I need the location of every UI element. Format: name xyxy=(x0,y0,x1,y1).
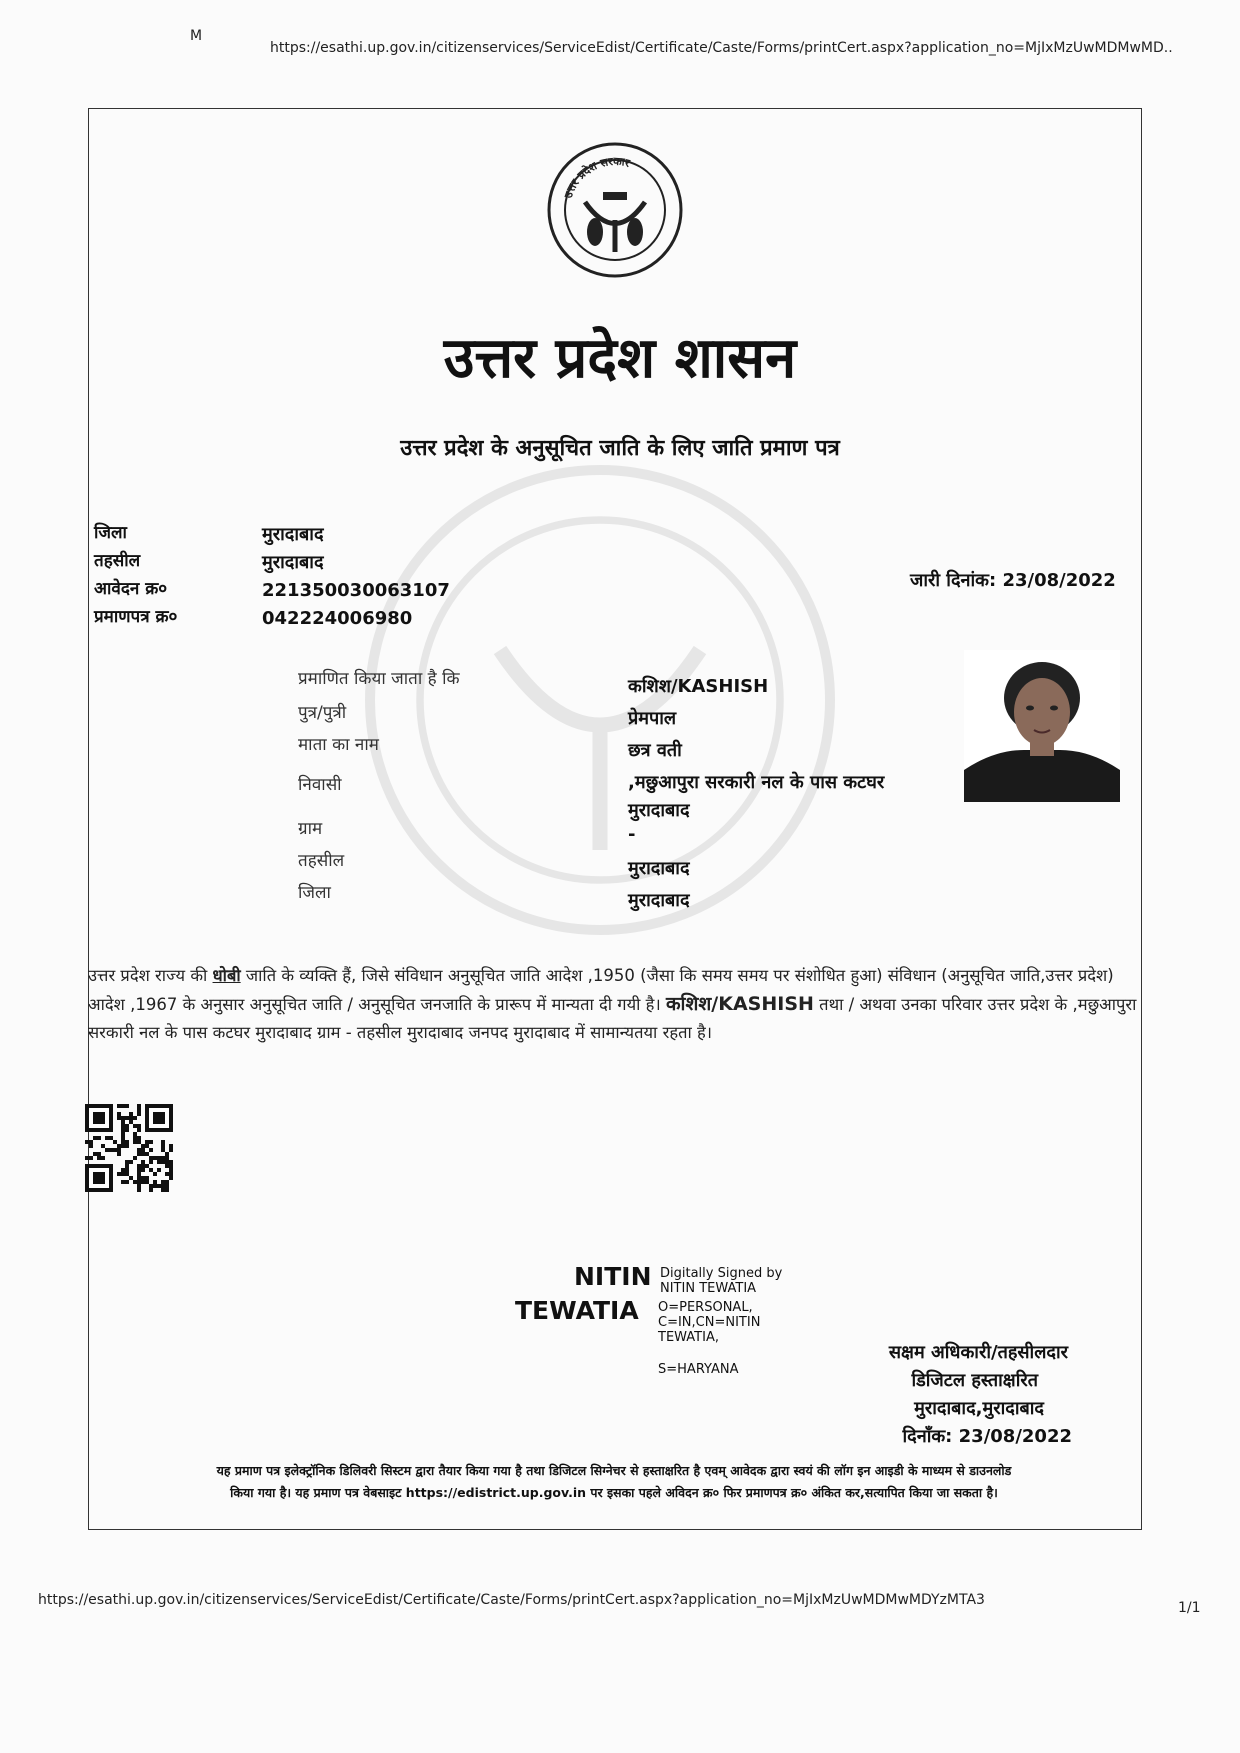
sig-line3: O=PERSONAL, xyxy=(658,1300,753,1315)
emblem-text: उत्तर प्रदेश सरकार xyxy=(561,154,632,200)
page-count: 1/1 xyxy=(1178,1600,1201,1616)
certification-paragraph xyxy=(88,962,1148,1047)
tab-fragment: M xyxy=(190,28,203,44)
page-title: उत्तर प्रदेश शासन xyxy=(443,325,797,391)
watermark-emblem xyxy=(350,450,850,950)
resident-value-line2: मुरादाबाद xyxy=(628,800,690,821)
signer-first-name: NITIN xyxy=(574,1262,652,1291)
para-part2: जाति के व्यक्ति हैं, जिसे संविधान अनुसूचित जाति आदेश ,1950 (जैसा कि समय समय पर संशोधित हुआ) संविधान (अनुसूचित जाति,उत्तर प्रदेश) आदेश ,1967 के अनुसार अनुसूचित जाति / अनुसूचित जनजाति के प्रारूप में मान्यता दी गयी है। xyxy=(88,966,1114,1014)
officer-date: दिनाँक: 23/08/2022 xyxy=(902,1426,1072,1447)
bottom-print-url: https://esathi.up.gov.in/citizenservices/ServiceEdist/Certificate/Caste/Forms/printCert.aspx?application_no=MjIxMzUwMDMwMDYzMTA3 xyxy=(38,1592,985,1608)
tehsil-label: तहसील xyxy=(94,551,141,571)
son-daughter-value: प्रेमपाल xyxy=(628,708,677,729)
up-govt-emblem xyxy=(545,140,685,280)
officer-digital: डिजिटल हस्ताक्षरित xyxy=(911,1370,1038,1391)
district-row-value: मुरादाबाद xyxy=(628,890,690,911)
signer-last-name: TEWATIA xyxy=(515,1296,639,1325)
sig-line6: S=HARYANA xyxy=(658,1362,739,1377)
qr-code xyxy=(85,1104,173,1192)
officer-designation: सक्षम अधिकारी/तहसीलदार xyxy=(888,1342,1068,1363)
page-subtitle: उत्तर प्रदेश के अनुसूचित जाति के लिए जाति प्रमाण पत्र xyxy=(400,436,840,461)
certified-label: प्रमाणित किया जाता है कि xyxy=(298,669,460,689)
caste-name: धोबी xyxy=(212,966,241,985)
district-value: मुरादाबाद xyxy=(262,524,324,545)
footer-line2: किया गया है। यह प्रमाण पत्र वेबसाइट https://edistrict.up.gov.in पर इसका पहले अविदन क्र० फिर प्रमाणपत्र क्र० अंकित कर,सत्यापित किया जा सकता है। xyxy=(230,1485,998,1500)
holder-name: कशिश/KASHISH xyxy=(665,993,814,1015)
application-value: 221350030063107 xyxy=(262,580,450,601)
issue-date: जारी दिनांक: 23/08/2022 xyxy=(910,570,1116,591)
tehsil-row-label: तहसील xyxy=(298,851,345,871)
sig-line4: C=IN,CN=NITIN xyxy=(658,1315,761,1330)
officer-place: मुरादाबाद,मुरादाबाद xyxy=(914,1398,1044,1419)
district-label: जिला xyxy=(94,523,127,543)
certified-value: कशिश/KASHISH xyxy=(628,676,769,697)
sig-line5: TEWATIA, xyxy=(658,1330,719,1345)
certificate-value: 042224006980 xyxy=(262,608,413,629)
sig-line1: Digitally Signed by xyxy=(660,1266,783,1281)
resident-value-line1: ,मछुआपुरा सरकारी नल के पास कटघर xyxy=(628,772,885,793)
top-print-url: https://esathi.up.gov.in/citizenservices/ServiceEdist/Certificate/Caste/Forms/printCert.aspx?application_no=MjIxMzUwMDMwMD.. xyxy=(270,40,1173,56)
para-part1: उत्तर प्रदेश राज्य की xyxy=(88,966,213,985)
mother-label: माता का नाम xyxy=(298,735,379,755)
footer-note xyxy=(88,1460,1140,1504)
tehsil-value: मुरादाबाद xyxy=(262,552,324,573)
resident-label: निवासी xyxy=(298,775,342,795)
tehsil-row-value: मुरादाबाद xyxy=(628,858,690,879)
son-daughter-label: पुत्र/पुत्री xyxy=(298,703,347,723)
para-part3: तथा / अथवा उनका परिवार उत्तर प्रदेश के ,मछुआपुरा सरकारी नल के पास कटघर मुरादाबाद ग्राम - तहसील मुरादाबाद जनपद मुरादाबाद में सामान्यतया रहता है। xyxy=(88,995,1137,1042)
district-row-label: जिला xyxy=(298,883,331,903)
application-label: आवेदन क्र० xyxy=(94,579,168,599)
applicant-photo xyxy=(964,650,1120,802)
footer-line1: यह प्रमाण पत्र इलेक्ट्रॉनिक डिलिवरी सिस्टम द्वारा तैयार किया गया है तथा डिजिटल सिग्नेचर से हस्ताक्षरित है एवम् आवेदक द्वारा स्वयं की लॉग इन आइडी के माध्यम से डाउनलोड xyxy=(216,1463,1012,1478)
sig-line2: NITIN TEWATIA xyxy=(660,1281,757,1296)
village-value: - xyxy=(628,824,636,845)
village-label: ग्राम xyxy=(298,819,323,839)
certificate-label: प्रमाणपत्र क्र० xyxy=(94,607,178,627)
mother-value: छत्र वती xyxy=(628,740,682,761)
